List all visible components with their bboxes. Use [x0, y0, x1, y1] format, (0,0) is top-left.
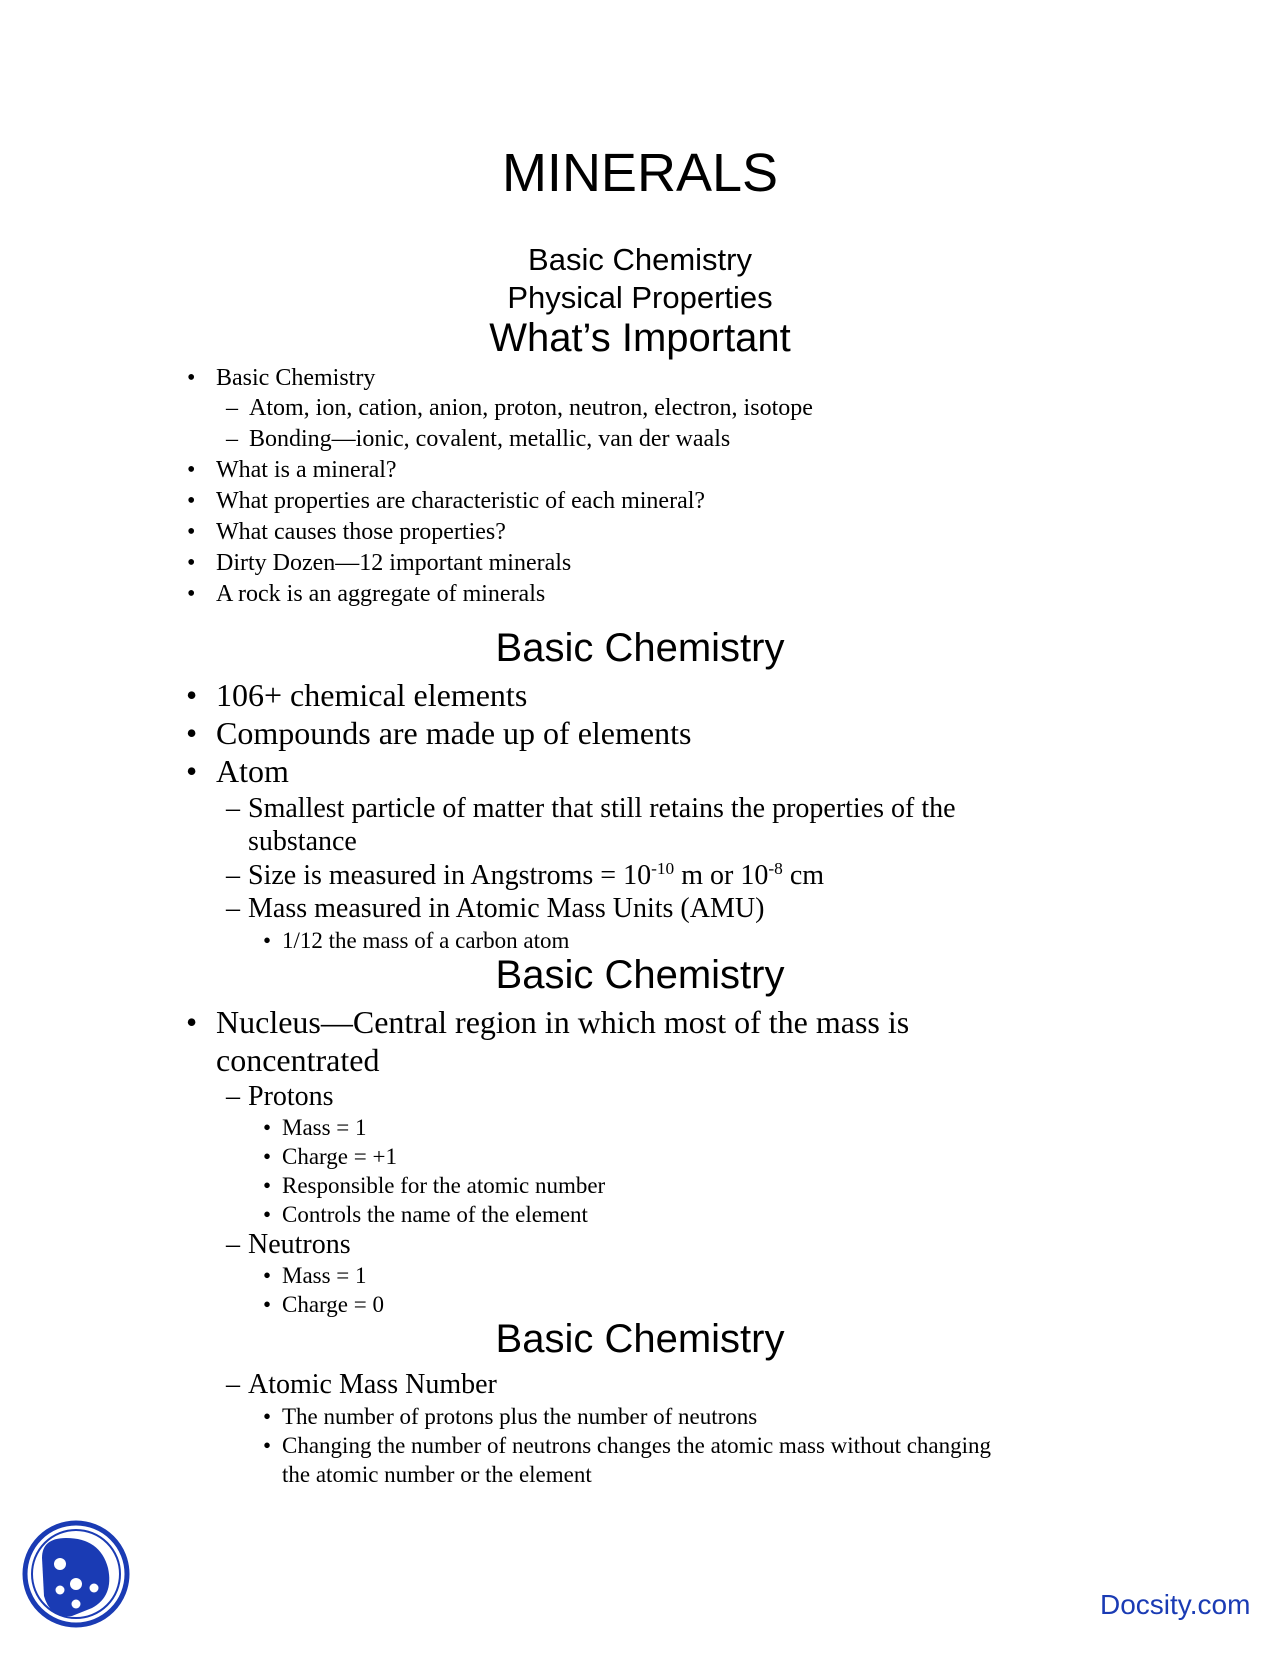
bullet-glyph: •: [187, 365, 196, 391]
bullet-glyph: •: [187, 457, 196, 483]
dash-glyph: –: [226, 893, 240, 924]
slide2-subsubitem-carbon: 1/12 the mass of a carbon atom: [282, 928, 570, 953]
slide1-item-properties: What properties are characteristic of each mineral?: [216, 488, 706, 514]
bullet-glyph: •: [187, 550, 196, 576]
dash-glyph: –: [226, 793, 240, 824]
docsity-brand-text: Docsity.com: [1100, 1589, 1251, 1620]
neutrons-mass: Mass = 1: [282, 1263, 367, 1288]
slide2-subitem-smallest-line1: Smallest particle of matter that still retains the properties of the: [248, 793, 956, 824]
bullet-glyph: •: [263, 1173, 272, 1198]
dash-glyph: –: [226, 1229, 240, 1260]
bullet-glyph: •: [263, 1115, 272, 1140]
docsity-logo-icon: [20, 1518, 132, 1630]
slide1-item-basic-chemistry: Basic Chemistry: [216, 365, 376, 391]
bullet-glyph: •: [263, 1292, 272, 1317]
slide2-subitem-mass: Mass measured in Atomic Mass Units (AMU): [248, 893, 765, 924]
dash-glyph: –: [226, 860, 240, 891]
slide1-subitem-atom: Atom, ion, cation, anion, proton, neutron, electron, isotope: [249, 395, 813, 421]
dash-glyph: –: [226, 395, 238, 421]
bullet-glyph: •: [187, 488, 196, 514]
bullet-glyph: •: [263, 1404, 272, 1429]
slide4-heading: Basic Chemistry: [495, 1317, 785, 1361]
slide3-heading: Basic Chemistry: [495, 953, 785, 997]
bullet-glyph: •: [263, 1433, 272, 1458]
exponent-angstrom-cm: -8: [768, 859, 783, 879]
slide2-item-atom: Atom: [216, 753, 289, 789]
slide3-item-nucleus-line2: concentrated: [216, 1042, 380, 1078]
slide4-subsubitem-protons-plus-neutrons: The number of protons plus the number of neutrons: [282, 1404, 758, 1429]
size-text-suffix: cm: [782, 860, 825, 891]
slide2-item-compounds: Compounds are made up of elements: [216, 715, 692, 751]
slide4-subitem-atomic-mass-number: Atomic Mass Number: [248, 1369, 497, 1400]
slide1-item-dirty-dozen: Dirty Dozen—12 important minerals: [216, 550, 572, 576]
bullet-glyph: •: [263, 928, 272, 953]
exponent-angstrom-m: -10: [651, 859, 675, 879]
protons-atomic-number: Responsible for the atomic number: [282, 1173, 606, 1198]
bullet-glyph: •: [263, 1202, 272, 1227]
bullet-glyph: •: [187, 581, 196, 607]
slide1-item-what-is-mineral: What is a mineral?: [216, 457, 397, 483]
protons-charge: Charge = +1: [282, 1144, 397, 1169]
slide3-subitem-protons: Protons: [248, 1081, 334, 1112]
page-title: MINERALS: [501, 143, 779, 203]
bullet-glyph: •: [186, 677, 198, 713]
bullet-glyph: •: [186, 753, 198, 789]
slide2-subitem-size: [248, 859, 825, 891]
size-text-prefix: Size is measured in Angstroms = 10: [248, 860, 652, 891]
dash-glyph: –: [226, 426, 238, 452]
slide2-subitem-smallest-line2: substance: [248, 826, 357, 857]
bullet-glyph: •: [186, 1004, 198, 1040]
slide1-heading: What’s Important: [489, 316, 791, 360]
slide4-subsubitem-changing-line2: the atomic number or the element: [282, 1462, 592, 1487]
slide1-item-rock: A rock is an aggregate of minerals: [216, 581, 546, 607]
size-text-middle: m or 10: [674, 860, 769, 891]
bullet-glyph: •: [187, 519, 196, 545]
dash-glyph: –: [226, 1081, 240, 1112]
slide1-subitem-bonding: Bonding—ionic, covalent, metallic, van der waals: [249, 426, 731, 452]
neutrons-charge: Charge = 0: [282, 1292, 384, 1317]
slide1-item-causes: What causes those properties?: [216, 519, 506, 545]
dash-glyph: –: [226, 1369, 240, 1400]
slide2-heading: Basic Chemistry: [495, 626, 785, 670]
bullet-glyph: •: [186, 715, 198, 751]
slide3-item-nucleus-line1: Nucleus—Central region in which most of the mass is: [216, 1004, 910, 1040]
subtitle-physical-properties: Physical Properties: [507, 280, 773, 315]
slide2-item-elements: 106+ chemical elements: [216, 677, 528, 713]
protons-mass: Mass = 1: [282, 1115, 367, 1140]
slide4-subsubitem-changing-line1: Changing the number of neutrons changes the atomic mass without changing: [282, 1433, 992, 1458]
bullet-glyph: •: [263, 1144, 272, 1169]
subtitle-basic-chemistry: Basic Chemistry: [528, 242, 752, 277]
protons-element-name: Controls the name of the element: [282, 1202, 588, 1227]
bullet-glyph: •: [263, 1263, 272, 1288]
slide3-subitem-neutrons: Neutrons: [248, 1229, 351, 1260]
